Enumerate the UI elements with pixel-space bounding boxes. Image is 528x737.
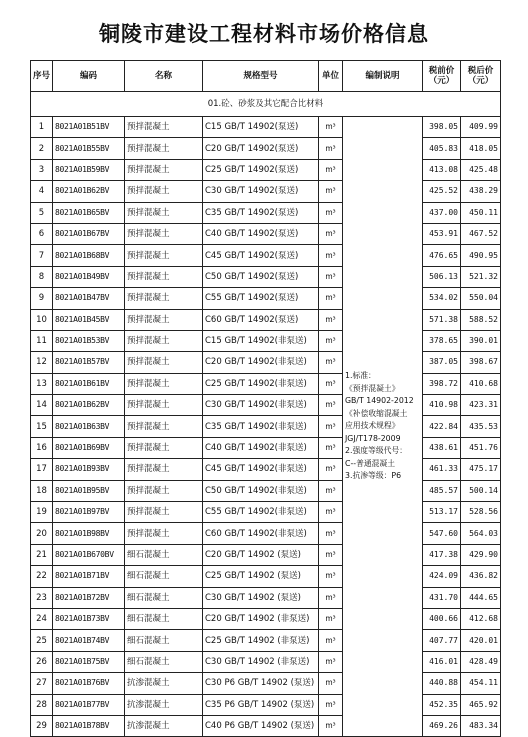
row-posttax-price: 418.05 (461, 138, 501, 159)
table-row (31, 566, 501, 587)
row-number: 13 (31, 373, 53, 394)
row-unit: m³ (319, 694, 343, 715)
row-code: 8021A01B95BV (53, 480, 125, 501)
row-code: 8021A01B71BV (53, 566, 125, 587)
row-unit: m³ (319, 544, 343, 565)
note-line: 1.标准： (345, 371, 376, 381)
row-posttax-price: 450.11 (461, 202, 501, 223)
row-pretax-price: 416.01 (423, 651, 461, 672)
row-number: 2 (31, 138, 53, 159)
row-posttax-price: 451.76 (461, 437, 501, 458)
note-line: 应用技术规程》 (345, 421, 400, 431)
row-number: 20 (31, 523, 53, 544)
row-spec: C25 GB/T 14902(泵送) (203, 159, 319, 180)
note-line: 2.强度等级代号： (345, 446, 408, 456)
row-name: 细石混凝土 (125, 651, 203, 672)
row-unit: m³ (319, 651, 343, 672)
row-number: 15 (31, 416, 53, 437)
row-spec: C40 GB/T 14902(非泵送) (203, 437, 319, 458)
row-code: 8021A01B98BV (53, 523, 125, 544)
row-pretax-price: 410.98 (423, 395, 461, 416)
row-unit: m³ (319, 245, 343, 266)
row-number: 14 (31, 395, 53, 416)
table-row (31, 502, 501, 523)
row-unit: m³ (319, 437, 343, 458)
row-unit: m³ (319, 266, 343, 287)
row-unit: m³ (319, 309, 343, 330)
row-number: 3 (31, 159, 53, 180)
row-pretax-price: 398.05 (423, 117, 461, 138)
row-pretax-price: 476.65 (423, 245, 461, 266)
row-code: 8021A01B62BV (53, 181, 125, 202)
row-code: 8021A01B51BV (53, 117, 125, 138)
row-posttax-price: 420.01 (461, 630, 501, 651)
row-pretax-price: 422.84 (423, 416, 461, 437)
row-number: 4 (31, 181, 53, 202)
row-code: 8021A01B73BV (53, 608, 125, 629)
row-number: 23 (31, 587, 53, 608)
row-pretax-price: 405.83 (423, 138, 461, 159)
row-number: 16 (31, 437, 53, 458)
row-unit: m³ (319, 459, 343, 480)
row-number: 17 (31, 459, 53, 480)
row-pretax-price: 413.08 (423, 159, 461, 180)
row-spec: C50 GB/T 14902(泵送) (203, 266, 319, 287)
row-number: 12 (31, 352, 53, 373)
row-number: 11 (31, 330, 53, 351)
row-spec: C20 GB/T 14902 (非泵送) (203, 608, 319, 629)
row-number: 9 (31, 288, 53, 309)
header-pretax: 税前价（元） (423, 61, 461, 92)
row-posttax-price: 528.56 (461, 502, 501, 523)
row-posttax-price: 425.48 (461, 159, 501, 180)
note-line: 《补偿收缩混凝土 (345, 408, 408, 418)
row-name: 抗渗混凝土 (125, 715, 203, 736)
row-unit: m³ (319, 202, 343, 223)
table-row (31, 523, 501, 544)
row-name: 预拌混凝土 (125, 202, 203, 223)
table-row (31, 544, 501, 565)
table-row (31, 159, 501, 180)
row-unit: m³ (319, 330, 343, 351)
row-spec: C25 GB/T 14902 (泵送) (203, 566, 319, 587)
row-unit: m³ (319, 502, 343, 523)
row-name: 预拌混凝土 (125, 523, 203, 544)
row-number: 18 (31, 480, 53, 501)
row-code: 8021A01B53BV (53, 330, 125, 351)
row-unit: m³ (319, 352, 343, 373)
row-unit: m³ (319, 223, 343, 244)
header-no: 序号 (31, 61, 53, 92)
row-name: 预拌混凝土 (125, 159, 203, 180)
row-name: 预拌混凝土 (125, 480, 203, 501)
row-posttax-price: 454.11 (461, 673, 501, 694)
row-posttax-price: 444.65 (461, 587, 501, 608)
row-pretax-price: 437.00 (423, 202, 461, 223)
row-name: 细石混凝土 (125, 630, 203, 651)
row-number: 24 (31, 608, 53, 629)
header-spec: 规格型号 (203, 61, 319, 92)
table-header-row (31, 61, 501, 92)
row-code: 8021A01B670BV (53, 544, 125, 565)
row-spec: C45 GB/T 14902(非泵送) (203, 459, 319, 480)
row-code: 8021A01B74BV (53, 630, 125, 651)
table-row (31, 630, 501, 651)
row-spec: C55 GB/T 14902(非泵送) (203, 502, 319, 523)
row-posttax-price: 483.34 (461, 715, 501, 736)
page-title: 铜陵市建设工程材料市场价格信息 (99, 21, 429, 46)
table-row (31, 266, 501, 287)
row-spec: C35 P6 GB/T 14902 (泵送) (203, 694, 319, 715)
note-line: GB/T 14902-2012 (345, 396, 414, 406)
row-code: 8021A01B67BV (53, 223, 125, 244)
row-number: 28 (31, 694, 53, 715)
row-code: 8021A01B63BV (53, 416, 125, 437)
row-unit: m³ (319, 715, 343, 736)
row-code: 8021A01B69BV (53, 437, 125, 458)
table-row (31, 352, 501, 373)
row-posttax-price: 438.29 (461, 181, 501, 202)
row-code: 8021A01B57BV (53, 352, 125, 373)
row-spec: C40 GB/T 14902(泵送) (203, 223, 319, 244)
row-code: 8021A01B61BV (53, 373, 125, 394)
row-number: 6 (31, 223, 53, 244)
row-spec: C30 GB/T 14902(泵送) (203, 181, 319, 202)
row-posttax-price: 435.53 (461, 416, 501, 437)
row-unit: m³ (319, 608, 343, 629)
row-name: 预拌混凝土 (125, 395, 203, 416)
compilation-note (343, 117, 423, 737)
table-row (31, 309, 501, 330)
row-posttax-price: 588.52 (461, 309, 501, 330)
row-spec: C30 P6 GB/T 14902 (泵送) (203, 673, 319, 694)
row-name: 预拌混凝土 (125, 459, 203, 480)
table-row (31, 694, 501, 715)
row-name: 预拌混凝土 (125, 138, 203, 159)
row-code: 8021A01B49BV (53, 266, 125, 287)
note-line: 《预拌混凝土》 (345, 383, 400, 393)
note-line: 3.抗渗等级：P6 (345, 471, 402, 481)
row-name: 预拌混凝土 (125, 416, 203, 437)
row-name: 预拌混凝土 (125, 373, 203, 394)
row-spec: C60 GB/T 14902(泵送) (203, 309, 319, 330)
row-pretax-price: 469.26 (423, 715, 461, 736)
row-spec: C20 GB/T 14902(泵送) (203, 138, 319, 159)
row-pretax-price: 400.66 (423, 608, 461, 629)
row-number: 27 (31, 673, 53, 694)
row-spec: C55 GB/T 14902(泵送) (203, 288, 319, 309)
header-name: 名称 (125, 61, 203, 92)
row-spec: C20 GB/T 14902(非泵送) (203, 352, 319, 373)
header-unit: 单位 (319, 61, 343, 92)
row-pretax-price: 424.09 (423, 566, 461, 587)
row-spec: C25 GB/T 14902(非泵送) (203, 373, 319, 394)
row-spec: C15 GB/T 14902(泵送) (203, 117, 319, 138)
row-pretax-price: 534.02 (423, 288, 461, 309)
table-row (31, 673, 501, 694)
row-posttax-price: 423.31 (461, 395, 501, 416)
row-code: 8021A01B97BV (53, 502, 125, 523)
row-name: 预拌混凝土 (125, 352, 203, 373)
table-row (31, 608, 501, 629)
row-unit: m³ (319, 181, 343, 202)
table-row (31, 245, 501, 266)
row-unit: m³ (319, 480, 343, 501)
row-unit: m³ (319, 523, 343, 544)
row-number: 29 (31, 715, 53, 736)
row-name: 预拌混凝土 (125, 502, 203, 523)
table-row (31, 395, 501, 416)
row-unit: m³ (319, 117, 343, 138)
row-spec: C20 GB/T 14902 (泵送) (203, 544, 319, 565)
row-spec: C60 GB/T 14902(非泵送) (203, 523, 319, 544)
row-posttax-price: 465.92 (461, 694, 501, 715)
row-name: 细石混凝土 (125, 566, 203, 587)
price-table (30, 60, 501, 737)
section-title: 01.砼、砂浆及其它配合比材料 (31, 92, 501, 117)
row-unit: m³ (319, 416, 343, 437)
row-code: 8021A01B75BV (53, 651, 125, 672)
table-row (31, 117, 501, 138)
row-posttax-price: 398.67 (461, 352, 501, 373)
row-spec: C30 GB/T 14902(非泵送) (203, 395, 319, 416)
row-posttax-price: 428.49 (461, 651, 501, 672)
row-code: 8021A01B47BV (53, 288, 125, 309)
row-code: 8021A01B45BV (53, 309, 125, 330)
row-pretax-price: 513.17 (423, 502, 461, 523)
table-row (31, 202, 501, 223)
row-pretax-price: 506.13 (423, 266, 461, 287)
note-line: C--普通混凝土 (345, 458, 396, 468)
row-name: 预拌混凝土 (125, 288, 203, 309)
row-name: 预拌混凝土 (125, 437, 203, 458)
row-name: 抗渗混凝土 (125, 694, 203, 715)
row-pretax-price: 461.33 (423, 459, 461, 480)
row-posttax-price: 436.82 (461, 566, 501, 587)
row-posttax-price: 521.32 (461, 266, 501, 287)
row-pretax-price: 398.72 (423, 373, 461, 394)
row-unit: m³ (319, 373, 343, 394)
row-number: 26 (31, 651, 53, 672)
row-name: 预拌混凝土 (125, 181, 203, 202)
table-row (31, 587, 501, 608)
row-pretax-price: 453.91 (423, 223, 461, 244)
row-posttax-price: 390.01 (461, 330, 501, 351)
row-number: 5 (31, 202, 53, 223)
row-number: 19 (31, 502, 53, 523)
table-row (31, 373, 501, 394)
row-code: 8021A01B55BV (53, 138, 125, 159)
row-name: 细石混凝土 (125, 608, 203, 629)
row-spec: C40 P6 GB/T 14902 (泵送) (203, 715, 319, 736)
row-unit: m³ (319, 630, 343, 651)
row-name: 预拌混凝土 (125, 266, 203, 287)
row-posttax-price: 475.17 (461, 459, 501, 480)
row-spec: C15 GB/T 14902(非泵送) (203, 330, 319, 351)
table-row (31, 288, 501, 309)
row-posttax-price: 410.68 (461, 373, 501, 394)
row-unit: m³ (319, 395, 343, 416)
table-row (31, 330, 501, 351)
row-posttax-price: 500.14 (461, 480, 501, 501)
row-number: 22 (31, 566, 53, 587)
header-posttax: 税后价（元） (461, 61, 501, 92)
row-number: 1 (31, 117, 53, 138)
row-posttax-price: 409.99 (461, 117, 501, 138)
row-pretax-price: 452.35 (423, 694, 461, 715)
table-row (31, 715, 501, 736)
row-posttax-price: 467.52 (461, 223, 501, 244)
row-code: 8021A01B78BV (53, 715, 125, 736)
row-unit: m³ (319, 138, 343, 159)
row-unit: m³ (319, 159, 343, 180)
row-spec: C45 GB/T 14902(泵送) (203, 245, 319, 266)
row-number: 21 (31, 544, 53, 565)
row-name: 预拌混凝土 (125, 309, 203, 330)
row-number: 7 (31, 245, 53, 266)
row-posttax-price: 429.90 (461, 544, 501, 565)
row-pretax-price: 571.38 (423, 309, 461, 330)
row-number: 25 (31, 630, 53, 651)
row-pretax-price: 378.65 (423, 330, 461, 351)
table-row (31, 181, 501, 202)
row-spec: C50 GB/T 14902(非泵送) (203, 480, 319, 501)
table-row (31, 223, 501, 244)
table-row (31, 437, 501, 458)
row-name: 预拌混凝土 (125, 223, 203, 244)
row-posttax-price: 564.03 (461, 523, 501, 544)
section-row (31, 92, 501, 117)
row-name: 预拌混凝土 (125, 117, 203, 138)
row-number: 10 (31, 309, 53, 330)
row-code: 8021A01B76BV (53, 673, 125, 694)
row-spec: C30 GB/T 14902 (非泵送) (203, 651, 319, 672)
row-code: 8021A01B65BV (53, 202, 125, 223)
table-row (31, 480, 501, 501)
row-pretax-price: 438.61 (423, 437, 461, 458)
row-posttax-price: 550.04 (461, 288, 501, 309)
note-line: JGJ/T178-2009 (345, 433, 401, 443)
row-name: 细石混凝土 (125, 544, 203, 565)
row-pretax-price: 547.60 (423, 523, 461, 544)
row-code: 8021A01B72BV (53, 587, 125, 608)
row-code: 8021A01B59BV (53, 159, 125, 180)
row-posttax-price: 490.95 (461, 245, 501, 266)
row-code: 8021A01B68BV (53, 245, 125, 266)
row-name: 预拌混凝土 (125, 245, 203, 266)
row-unit: m³ (319, 566, 343, 587)
row-pretax-price: 425.52 (423, 181, 461, 202)
row-name: 预拌混凝土 (125, 330, 203, 351)
row-pretax-price: 440.88 (423, 673, 461, 694)
header-code: 编码 (53, 61, 125, 92)
row-pretax-price: 407.77 (423, 630, 461, 651)
row-name: 抗渗混凝土 (125, 673, 203, 694)
row-name: 细石混凝土 (125, 587, 203, 608)
row-spec: C35 GB/T 14902(非泵送) (203, 416, 319, 437)
table-row (31, 651, 501, 672)
header-note: 编制说明 (343, 61, 423, 92)
row-pretax-price: 431.70 (423, 587, 461, 608)
row-unit: m³ (319, 587, 343, 608)
row-spec: C30 GB/T 14902 (泵送) (203, 587, 319, 608)
row-spec: C25 GB/T 14902 (非泵送) (203, 630, 319, 651)
row-number: 8 (31, 266, 53, 287)
row-code: 8021A01B93BV (53, 459, 125, 480)
row-unit: m³ (319, 288, 343, 309)
row-code: 8021A01B62BV (53, 395, 125, 416)
row-unit: m³ (319, 673, 343, 694)
row-pretax-price: 485.57 (423, 480, 461, 501)
row-pretax-price: 417.38 (423, 544, 461, 565)
row-posttax-price: 412.68 (461, 608, 501, 629)
table-row (31, 138, 501, 159)
row-pretax-price: 387.05 (423, 352, 461, 373)
row-code: 8021A01B77BV (53, 694, 125, 715)
table-row (31, 416, 501, 437)
row-spec: C35 GB/T 14902(泵送) (203, 202, 319, 223)
table-row (31, 459, 501, 480)
